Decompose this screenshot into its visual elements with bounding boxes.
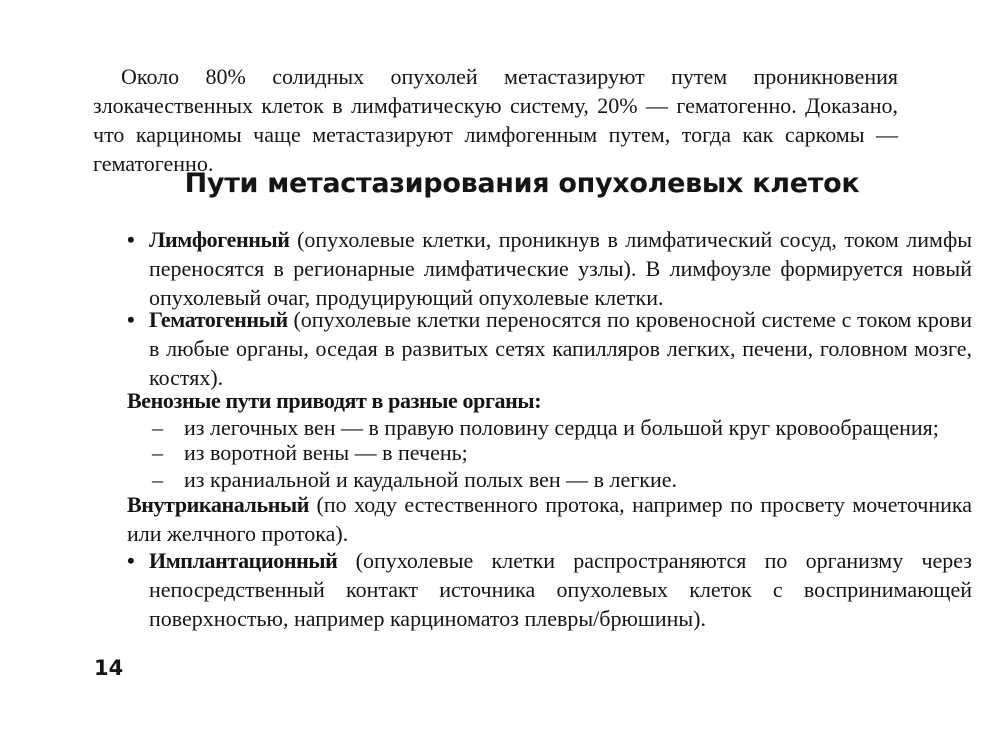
description-hematogenic: (опухолевые клетки переносятся по кровеносной системе с током крови в любые органы, оседая в развитых сетях капилляров легких, печени, головном мозге, костях). <box>149 307 972 390</box>
term-implantation: Имплантационный <box>149 548 338 573</box>
description-intracanal: (по ходу естественного протока, например по просвету мочеточника или желчного протока). <box>127 492 972 546</box>
bullet-icon: • <box>127 227 135 252</box>
description-lymphogenic: (опухолевые клетки, проникнув в лимфатический сосуд, током лимфы переносятся в регионарные лимфатические узлы). В лимфоузле формируется новый опухолевый очаг, продуцирующий опухолевые клетки. <box>149 227 972 310</box>
description-implantation: (опухолевые клетки распространяются по организму через непосредственный контакт источника опухолевых клеток с воспринимающей поверхностью, например карциноматоз плевры/брюшины). <box>149 548 972 631</box>
list-item-lymphogenic <box>127 225 972 312</box>
venous-path-item <box>152 438 982 467</box>
term-hematogenic: Гематогенный <box>149 307 288 332</box>
venous-path-text: из легочных вен — в правую половину сердца и большой круг кровообращения; <box>184 415 939 440</box>
list-item-intracanal <box>127 490 972 548</box>
list-item-implantation <box>127 546 972 633</box>
page-number: 14 <box>94 656 124 680</box>
bullet-icon: • <box>127 307 135 332</box>
term-lymphogenic: Лимфогенный <box>149 227 290 252</box>
dash-icon: – <box>152 467 163 492</box>
venous-paths-heading: Венозные пути приводят в разные органы: <box>127 388 542 413</box>
venous-path-text: из краниальной и каудальной полых вен — в легкие. <box>184 467 678 492</box>
bullet-icon: • <box>127 548 135 573</box>
dash-icon: – <box>152 415 163 440</box>
venous-path-text: из воротной вены — в печень; <box>184 440 468 465</box>
dash-icon: – <box>152 440 163 465</box>
term-intracanal: Внутриканальный <box>127 492 310 517</box>
list-item-hematogenic <box>127 305 972 392</box>
intro-paragraph: Около 80% солидных опухолей метастазируют путем проникновения злокачественных клеток в лимфатическую систему, 20% — гематогенно. Доказано, что карциномы чаще метастазируют лимфогенным путем, тогда как саркомы — гематогенно. <box>93 64 898 176</box>
section-heading: Пути метастазирования опухолевых клеток <box>184 168 860 199</box>
